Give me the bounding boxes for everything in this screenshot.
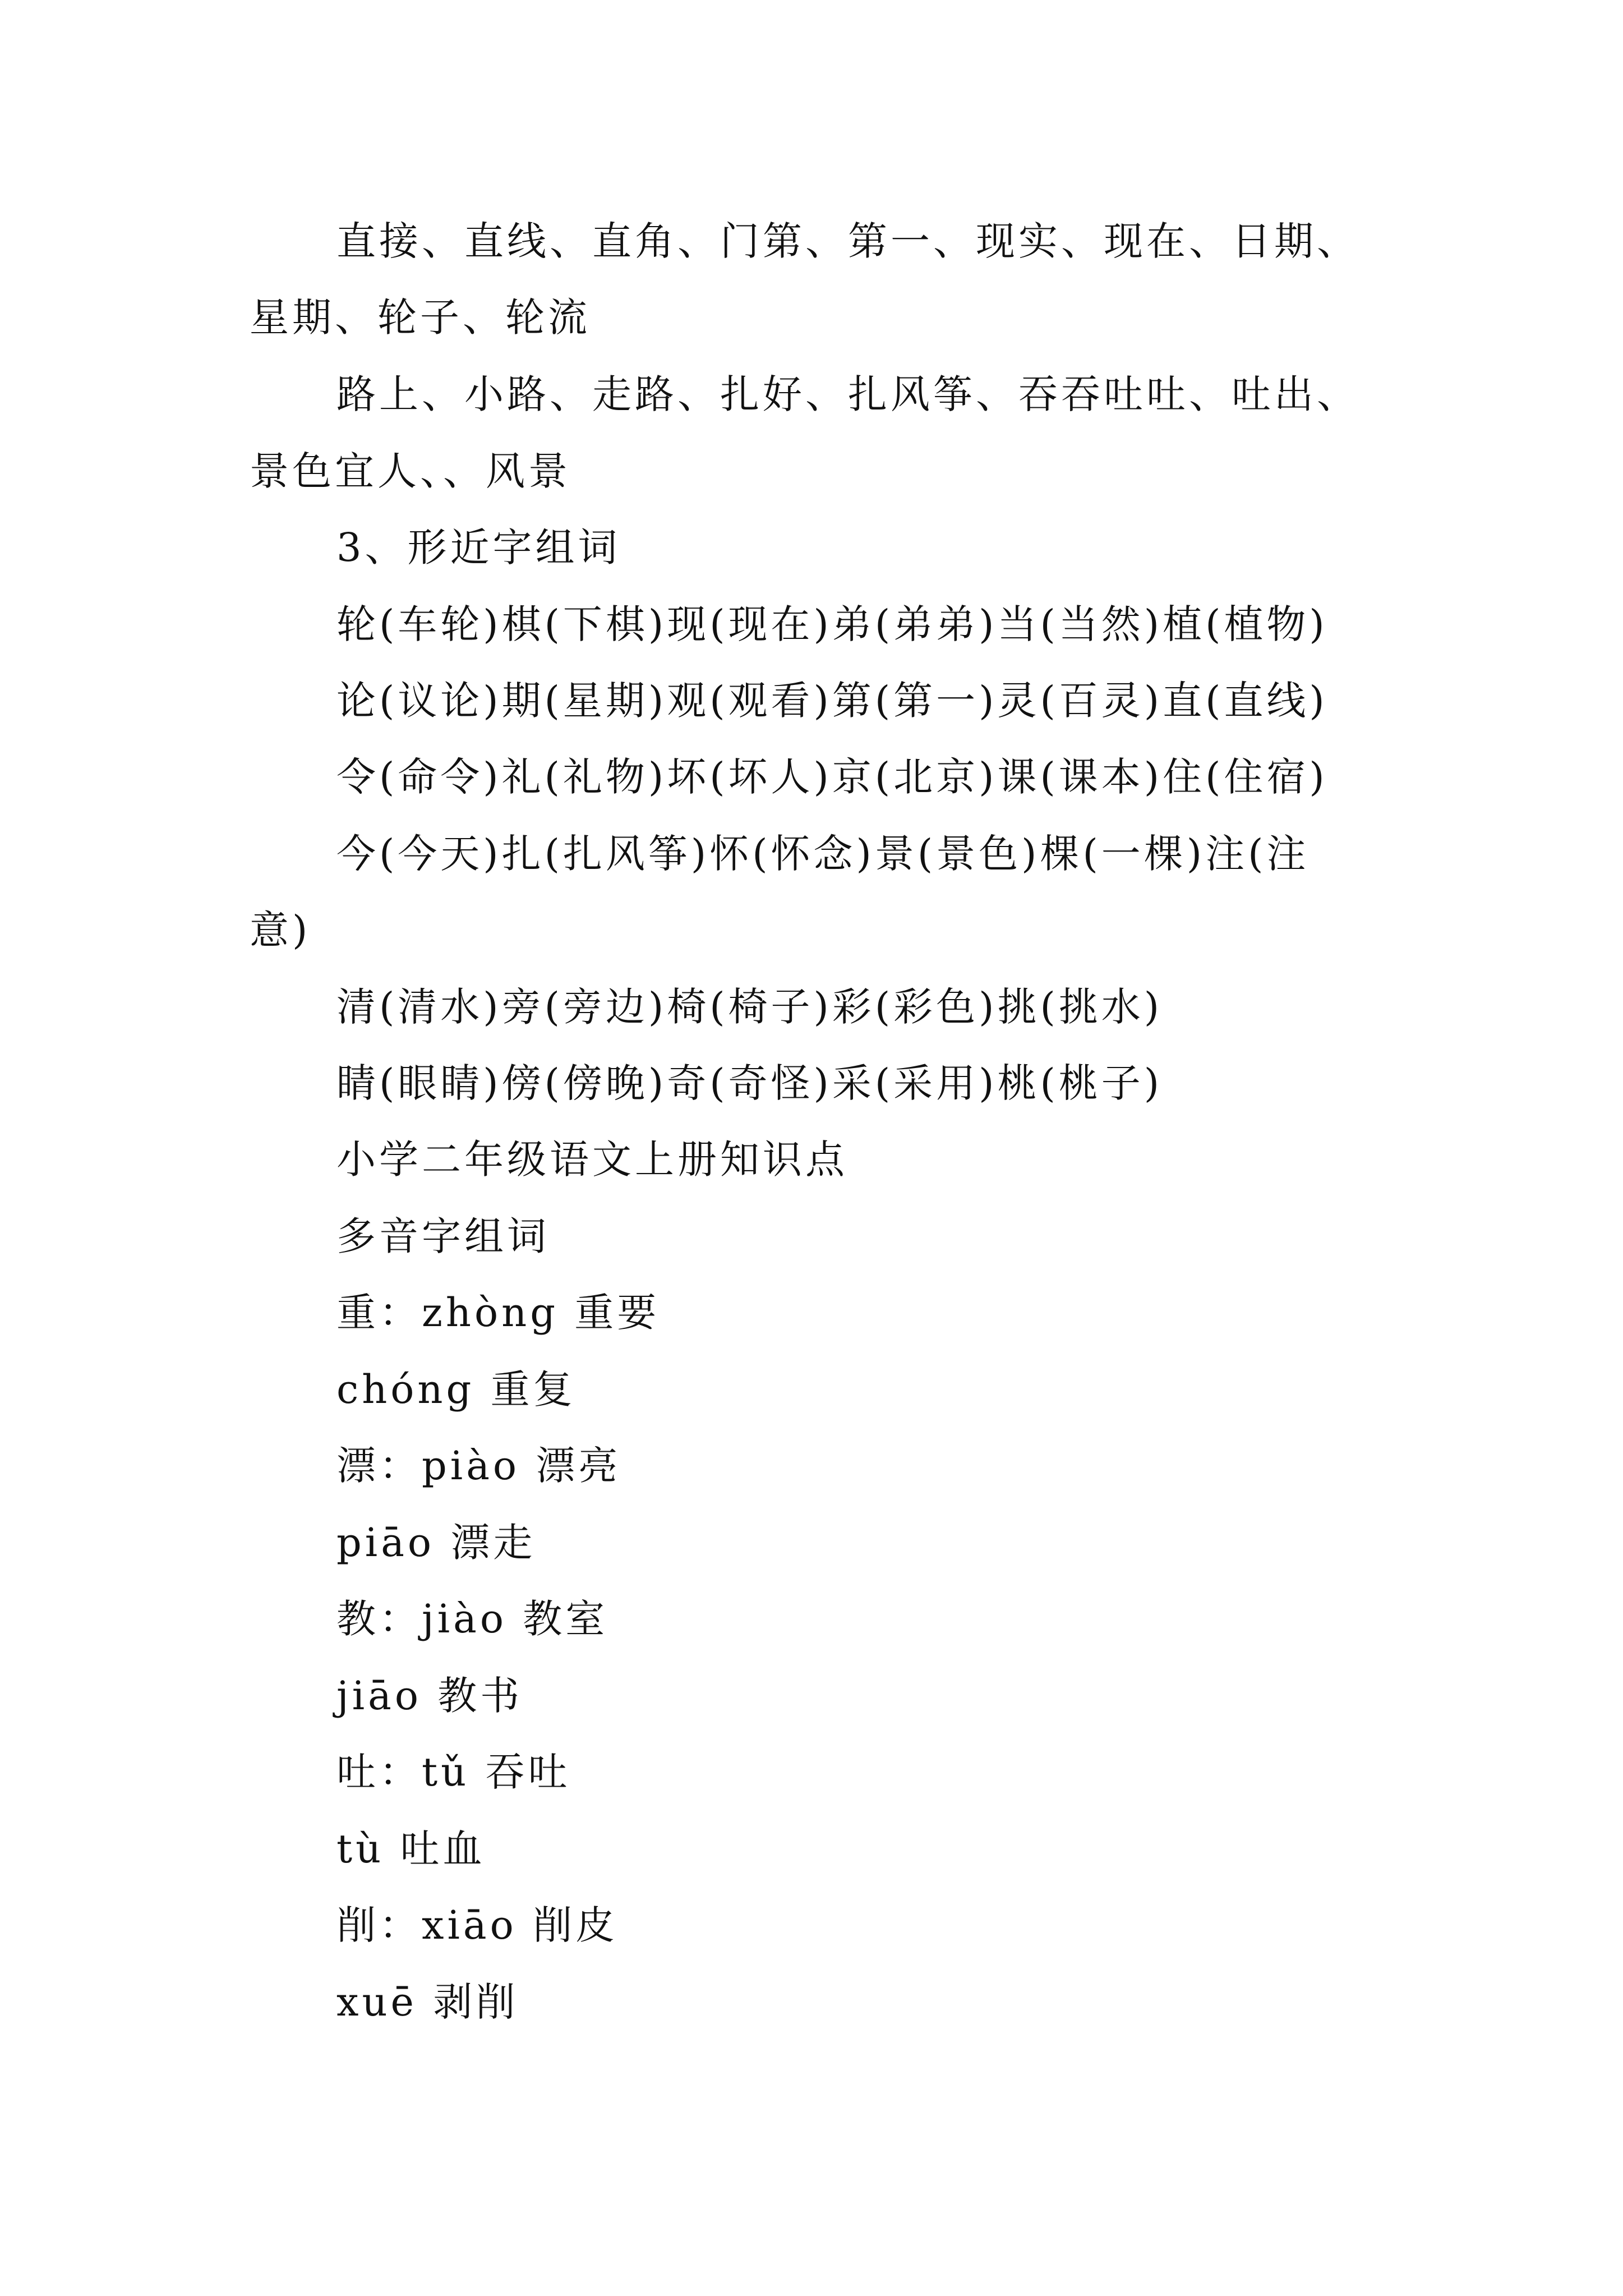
text-line: 清(清水)旁(旁边)椅(椅子)彩(彩色)挑(挑水) <box>336 984 1163 1030</box>
text-line: 星期、轮子、轮流 <box>250 295 591 341</box>
text-line: 教：jiào 教室 <box>336 1596 608 1642</box>
text-line: 直接、直线、直角、门第、第一、现实、现在、日期、 <box>336 218 1359 264</box>
section-heading: 3、形近字组词 <box>336 524 621 570</box>
text-line: tù 吐血 <box>336 1826 486 1872</box>
text-line: 睛(眼睛)傍(傍晚)奇(奇怪)采(采用)桃(桃子) <box>336 1060 1163 1106</box>
text-line: 景色宜人、、风景 <box>250 448 571 494</box>
text-line: 今(今天)扎(扎风筝)怀(怀念)景(景色)棵(一棵)注(注 <box>336 831 1310 877</box>
text-line: 漂：piào 漂亮 <box>336 1443 621 1489</box>
text-line: 吐：tǔ 吞吐 <box>336 1749 571 1795</box>
text-line: 重：zhòng 重要 <box>336 1290 660 1336</box>
text-line: 轮(车轮)棋(下棋)现(现在)弟(弟弟)当(当然)植(植物) <box>336 601 1328 647</box>
text-line: 路上、小路、走路、扎好、扎风筝、吞吞吐吐、吐出、 <box>336 371 1359 417</box>
text-line: xuē 剥削 <box>336 1979 519 2025</box>
section-heading: 多音字组词 <box>336 1213 550 1259</box>
text-line: 削：xiāo 削皮 <box>336 1902 618 1948</box>
text-line: 意) <box>250 907 311 953</box>
text-line: piāo 漂走 <box>336 1520 536 1566</box>
text-line: chóng 重复 <box>336 1366 576 1412</box>
section-heading: 小学二年级语文上册知识点 <box>336 1137 848 1182</box>
text-line: 论(议论)期(星期)观(观看)第(第一)灵(百灵)直(直线) <box>336 678 1328 724</box>
text-line: jiāo 教书 <box>336 1673 523 1719</box>
text-line: 令(命令)礼(礼物)坏(坏人)京(北京)课(课本)住(住宿) <box>336 754 1328 800</box>
